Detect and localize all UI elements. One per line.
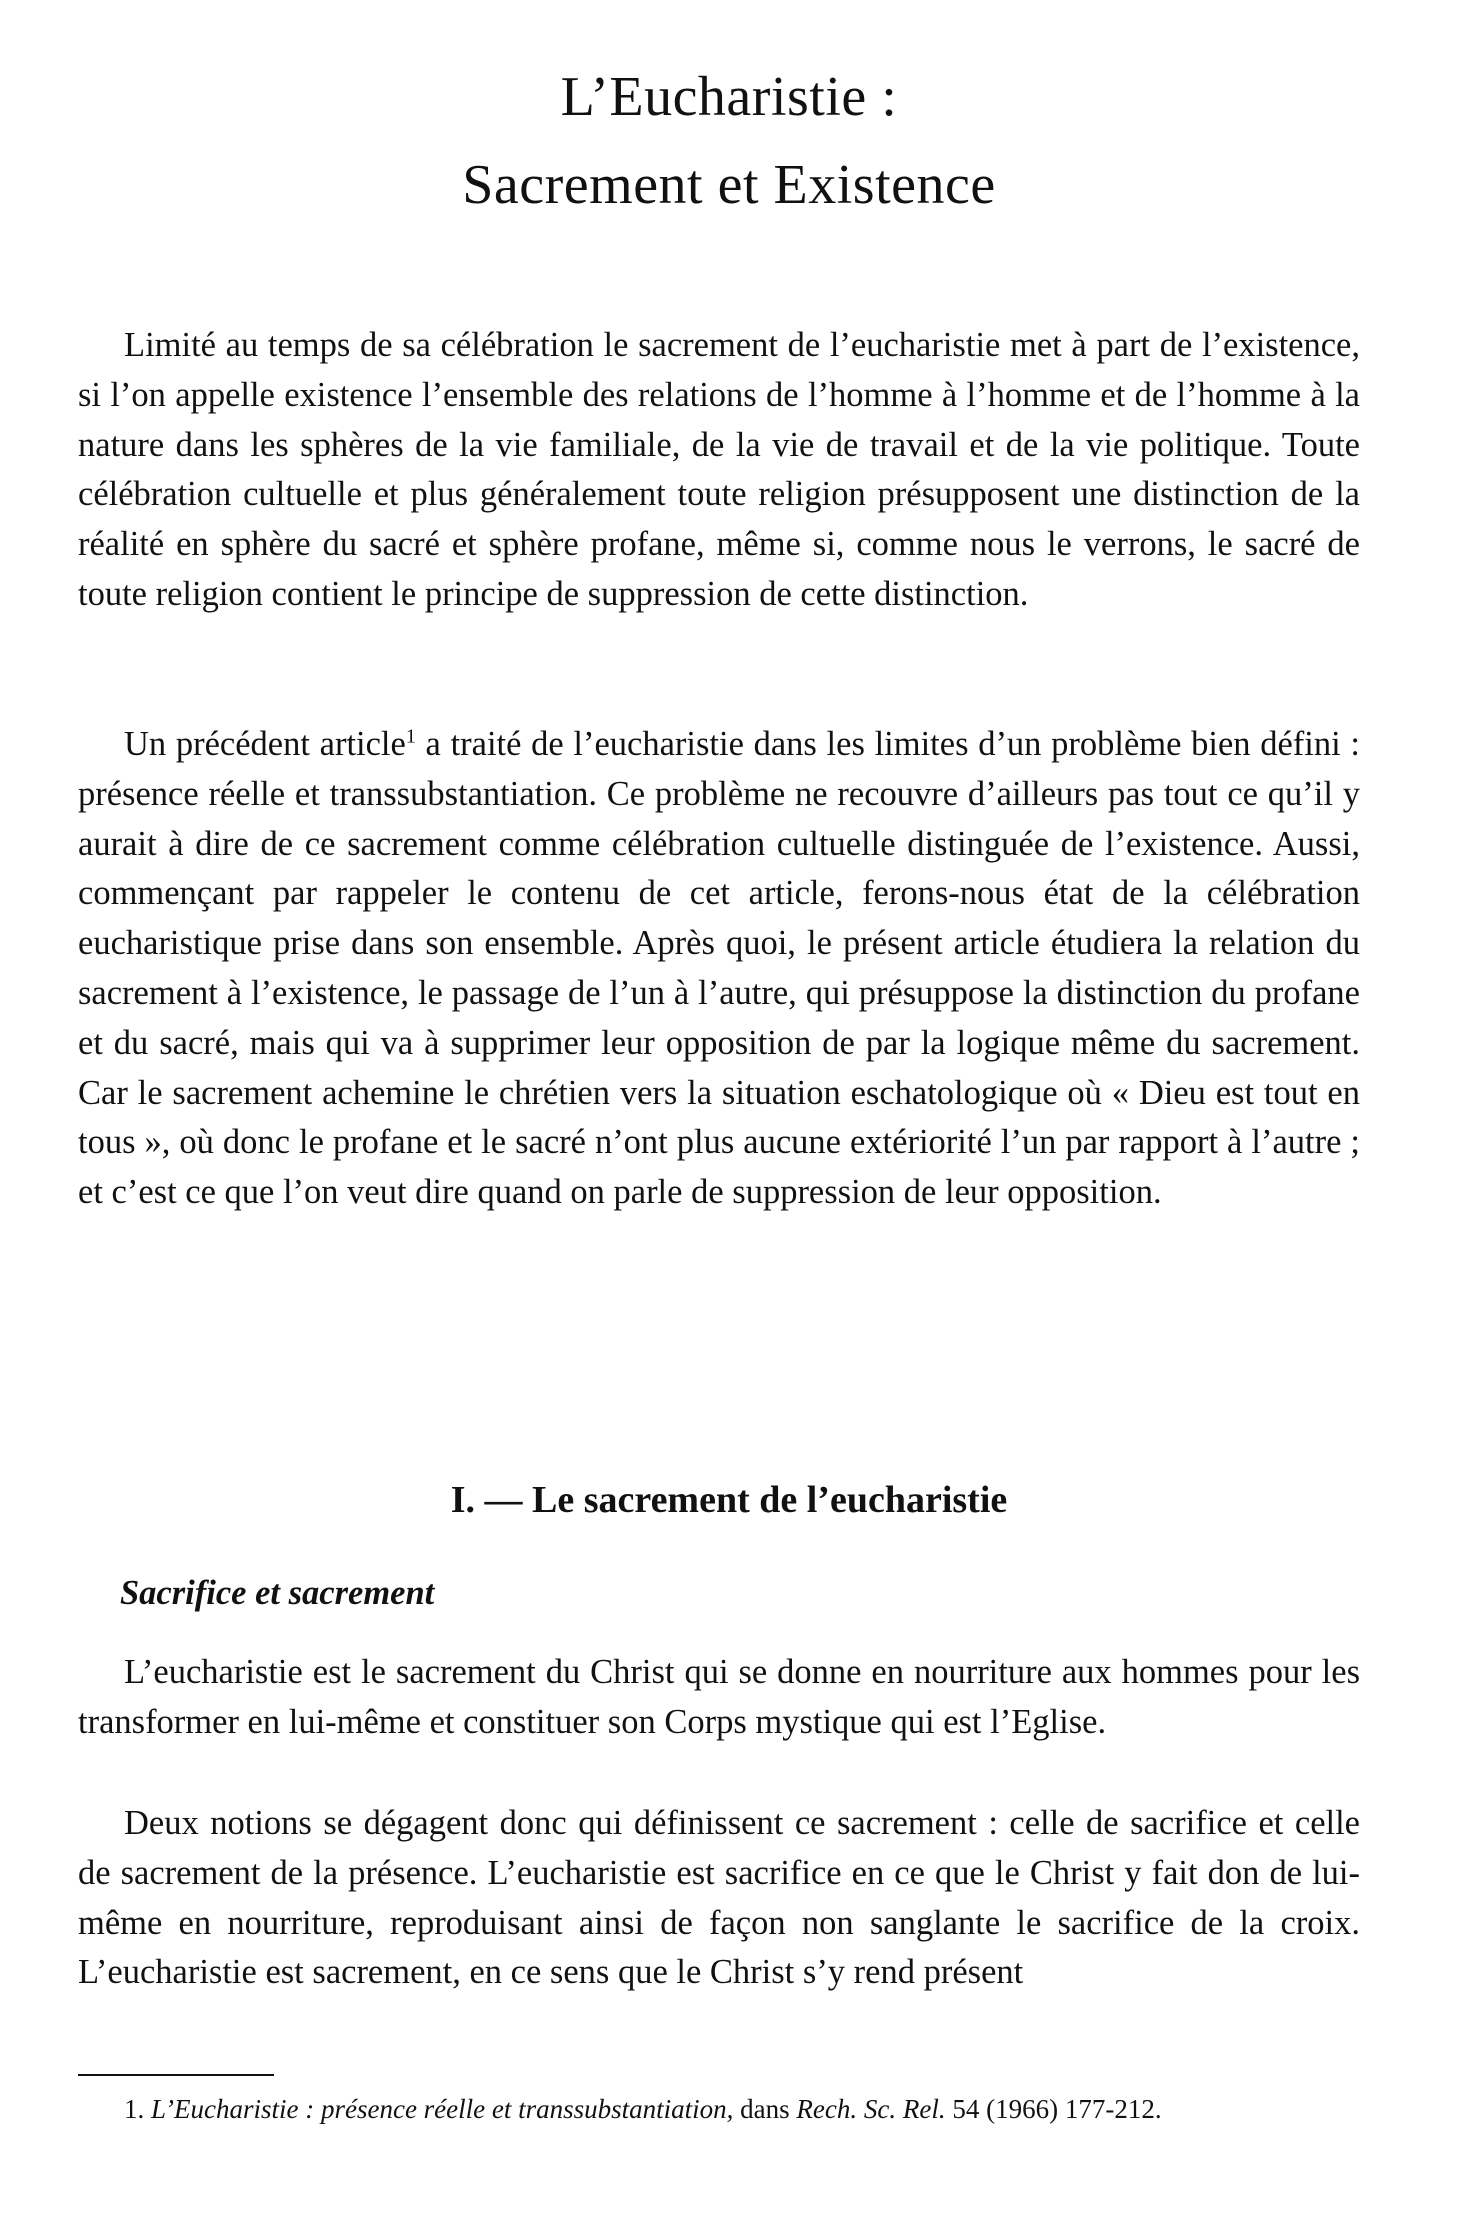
subsection-heading: Sacrifice et sacrement [120,1574,435,1612]
intro-paragraph: Limité au temps de sa célébration le sacrement de l’eucharistie met à part de l’existence, si l’on appelle existence l’ensemble des relations de l’homme à l’homme et de l’homme à la nature dans les sphères de la vie familiale, de la vie de travail et de la vie politique. Toute célébration cultuelle et plus généralement toute religion présupposent une distinction de la réalité en sphère du sacré et sphère profane, même si, comme nous le verrons, le sacré de toute religion contient le principe de suppression de cette distinction. [78,326,1360,613]
second-paragraph [78,720,1360,1218]
article-title-line-2: Sacrement et Existence [462,154,996,216]
paragraph-text-before-note: Un précédent article [124,725,406,763]
section-heading: I. — Le sacrement de l’eucharistie [450,1479,1008,1521]
footnote [78,2090,1360,2128]
footnote-details: 54 (1966) 177-212. [945,2094,1162,2124]
section-paragraph-2: Deux notions se dégagent donc qui définissent ce sacrement : celle de sacrifice et celle de sacrement de la présence. L’eucharistie est sacrifice en ce que le Christ y fait don de lui-même en nourriture, reproduisant ainsi de façon non sanglante le sacrifice de la croix. L’eucharistie est sacrement, en ce sens que le Christ s’y rend présent [78,1804,1360,1992]
article-title-line-1: L’Eucharistie : [560,66,898,128]
footnote-journal: Rech. Sc. Rel. [796,2094,946,2124]
section-paragraph-1: L’eucharistie est le sacrement du Christ qui se donne en nourriture aux hommes pour les transformer en lui-même et constituer son Corps mystique qui est l’Eglise. [78,1653,1360,1741]
footnote-number: 1. [124,2094,145,2124]
footnote-reference[interactable]: 1 [405,725,416,748]
paragraph-text-after-note: a traité de l’eucharistie dans les limites d’un problème bien défini : présence réelle et transsubstantiation. Ce problème ne recouvre d’ailleurs pas tout ce qu’il y aurait à dire de ce sacrement comme célébration cultuelle distinguée de l’existence. Aussi, commençant par rappeler le contenu de cet article, ferons-nous état de la célébration eucharistique prise dans son ensemble. Après quoi, le présent article étudiera la relation du sacrement à l’existence, le passage de l’un à l’autre, qui présuppose la distinction du profane et du sacré, mais qui va à supprimer leur opposition de par la logique même du sacrement. Car le sacrement achemine le chrétien vers la situation eschatologique où « Dieu est tout en tous », où donc le profane et le sacré n’ont plus aucune extériorité l’un par rapport à l’autre ; et c’est ce que l’on veut dire quand on parle de suppression de leur opposition. [78,725,1360,1212]
footnote-in-word: dans [733,2094,797,2124]
footnote-work-title: L’Eucharistie : présence réelle et transsubstantiation, [151,2094,734,2124]
footnote-divider [78,2074,274,2076]
